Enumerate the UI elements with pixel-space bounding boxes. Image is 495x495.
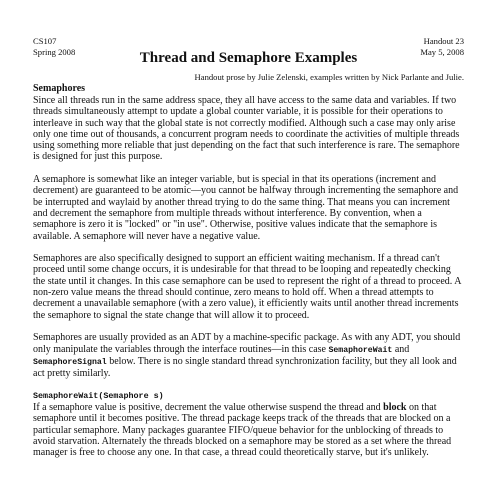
paragraph-4-text-b: below. There is no single standard thread synchronization facility, but they all look and act pretty similarly. — [33, 355, 457, 380]
handout-number: Handout 23 — [423, 36, 464, 46]
document-body — [33, 95, 464, 470]
paragraph-5-text-a: If a semaphore value is positive, decrement the value otherwise suspend the thread and — [33, 402, 384, 414]
document-page — [33, 36, 464, 459]
section-heading: Semaphores — [33, 83, 86, 94]
term: Spring 2008 — [33, 46, 76, 57]
course-code: CS107 — [33, 36, 57, 46]
paragraph-5-text-b: on that semaphore until it becomes positive. The thread package keeps track of the threads that are blocked on a particular semaphore. Many packages guarantee FIFO/queue behavior for the unblocking of threads to avoid starvation. Alternately the threads blocked on a semaphore may be stored as a set where the thread manager is free to choose any one. In that case, a thread could theoretically starve, but it's unlikely. — [33, 402, 452, 459]
paragraph-1: Since all threads run in the same address space, they all have access to the same data and variables. If two threads simultaneously attempt to update a global counter variable, it is possible for their operations to interleave in such way that the global state is not correctly modified. Although such a case may only arise only one time out of thousands, a concurrent program needs to coordinate the activities of multiple threads using something more reliable that just depending on the fact that such interference is rare. The semaphore is designed for just this purpose. — [33, 95, 460, 163]
paragraph-2: A semaphore is somewhat like an integer variable, but is special in that its operations (increment and decrement) are guaranteed to be atomic—you cannot be halfway through incrementing the semaphore and be interrupted and waylaid by another thread trying to do the same thing. That means you can increment and decrement the semaphore from multiple threads without interference. By convention, when a semaphore is zero it is "locked" or "in use". Otherwise, positive values indicate that the semaphore is available. A semaphore will never have a negative value. — [33, 174, 459, 242]
code-semaphore-signal: SemaphoreSignal — [33, 357, 107, 367]
paragraph-4 — [33, 332, 464, 379]
paragraph-3: Semaphores are also specifically designed to support an efficient waiting mechanism. If a thread can't proceed until some change occurs, it is undesirable for that thread to be looping and repeatedly checking the state until it changes. In this case semaphore can be used to represent the right of a thread to proceed. A non-zero value means the thread should continue, zero means to hold off. When a thread attempts to decrement a unavailable semaphore (with a zero value), it efficiently waits until another thread increments the semaphore to signal the state change that will allow it to proceed. — [33, 253, 461, 321]
handout-date: May 5, 2008 — [420, 46, 464, 57]
paragraph-5-bold-block: block — [383, 402, 407, 414]
author-credit: Handout prose by Julie Zelenski, examples written by Nick Parlante and Julie. — [194, 72, 464, 82]
paragraph-4-and: and — [392, 343, 410, 355]
code-semaphore-wait: SemaphoreWait — [328, 345, 393, 355]
paragraph-4-text-a: Semaphores are usually provided as an ADT by a machine-specific package. As with any ADT, you should only manipulate the variables through the interface routines—in this case — [33, 332, 461, 355]
document-title: Thread and Semaphore Examples — [139, 50, 358, 66]
function-signature: SemaphoreWait(Semaphore s) — [33, 390, 164, 401]
paragraph-5 — [33, 402, 464, 458]
